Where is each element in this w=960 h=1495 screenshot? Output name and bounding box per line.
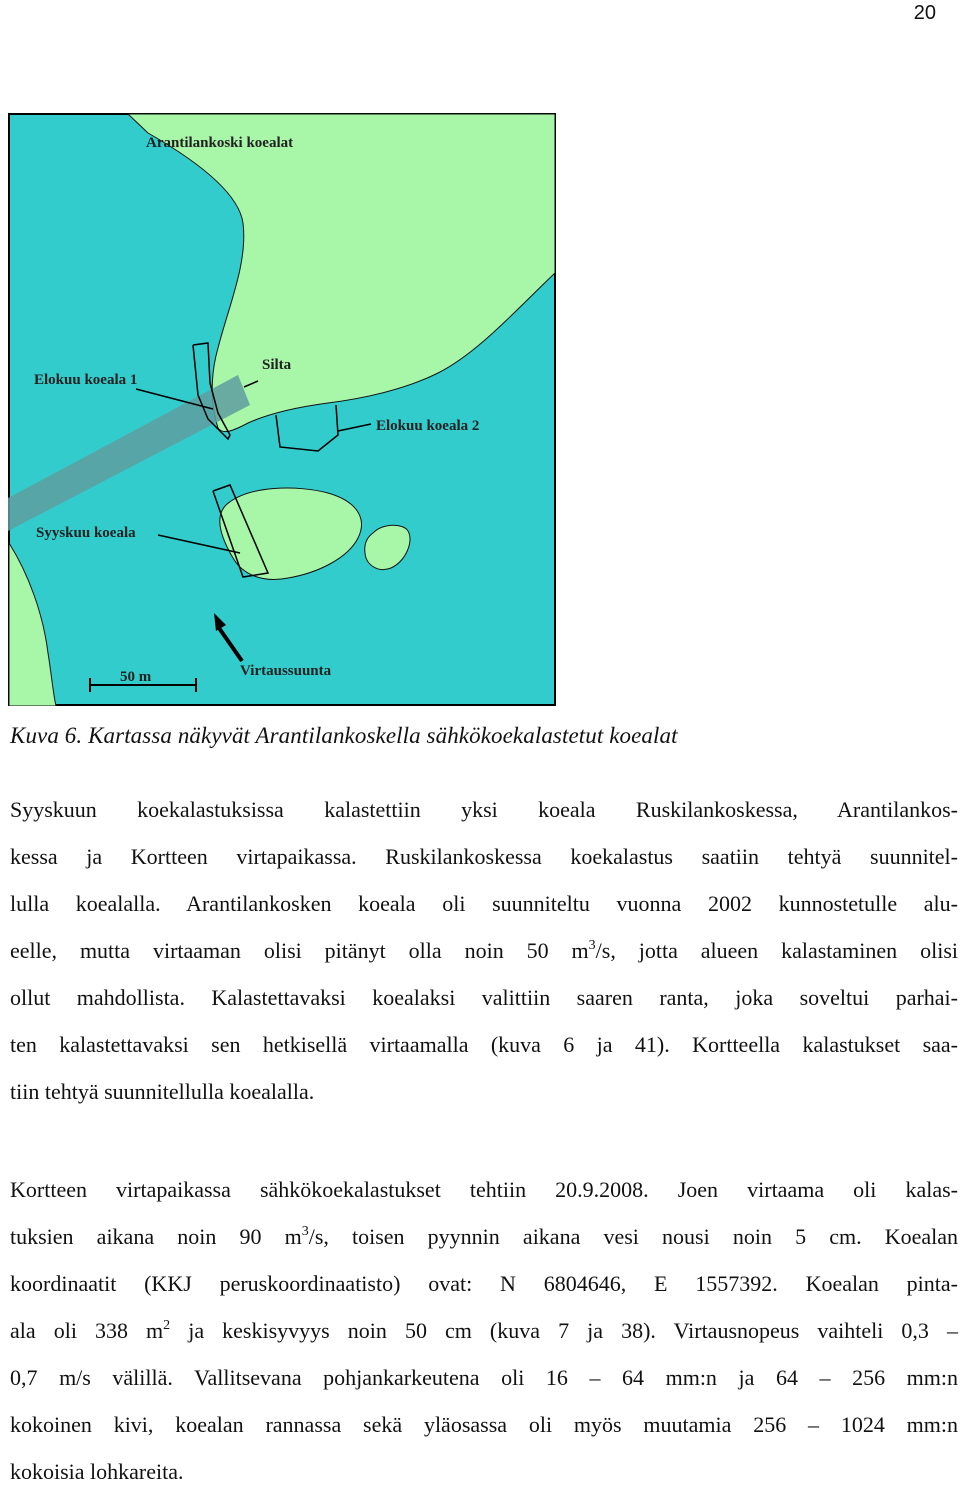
paragraph-line: kessa ja Kortteen virtapaikassa. Ruskilankoskessa koekalastus saatiin tehtyä suunnitel- [10,844,958,869]
paragraph-line: tuksien aikana noin 90 $m^3/s$, toisen pyynnin aikana vesi nousi noin 5 cm. Koealan [10,1223,958,1249]
label-scale: 50 m [120,669,152,685]
paragraph-line: ala oli 338 $m^2$ ja keskisyvyys noin 50 cm (kuva 7 ja 38). Virtausnopeus vaihteli 0,3 – [10,1317,958,1343]
paragraph-2 [10,1166,958,1495]
paragraph-line: tiin tehtyä suunnitellulla koealalla. [10,1079,315,1104]
label-elokuu-koeala-2: Elokuu koeala 2 [376,418,480,434]
page-number: 20 [913,2,936,24]
paragraph-line: ollut mahdollista. Kalastettavaksi koealaksi valittiin saaren ranta, joka soveltui parhai- [10,985,958,1010]
label-syyskuu-koeala: Syyskuu koeala [36,525,136,541]
paragraph-line: Syyskuun koekalastuksissa kalastettiin yksi koeala Ruskilankoskessa, Arantilankos- [10,797,958,822]
label-elokuu-koeala-1: Elokuu koeala 1 [34,372,138,388]
paragraph-line: lulla koealalla. Arantilankosken koeala oli suunniteltu vuonna 2002 kunnostetulle alu- [10,891,958,916]
paragraph-line: koordinaatit (KKJ peruskoordinaatisto) ovat: N 6804646, E 1557392. Koealan pinta- [10,1271,958,1296]
label-virtaussuunta: Virtaussuunta [240,663,332,679]
label-silta: Silta [262,357,292,373]
map-title: Arantilankoski koealat [146,135,294,151]
paragraph-1 [10,786,958,1115]
paragraph-line: Kortteen virtapaikassa sähkökoekalastukset tehtiin 20.9.2008. Joen virtaama oli kalas- [10,1177,958,1202]
paragraph-line: ten kalastettavaksi sen hetkisellä virtaamalla (kuva 6 ja 41). Kortteella kalastukset saa- [10,1032,958,1057]
figure-caption: Kuva 6. Kartassa näkyvät Arantilankoskella sähkökoekalastetut koealat [10,723,678,748]
paragraph-line: kokoinen kivi, koealan rannassa sekä yläosassa oli myös muutamia 256 – 1024 mm:n [10,1412,958,1437]
paragraph-line: 0,7 m/s välillä. Vallitsevana pohjankarkeutena oli 16 – 64 mm:n ja 64 – 256 mm:n [10,1365,958,1390]
site-map [8,113,556,706]
paragraph-line: eelle, mutta virtaaman olisi pitänyt olla noin 50 $m^3/s$, jotta alueen kalastaminen olisi [10,937,958,963]
paragraph-line: kokoisia lohkareita. [10,1459,184,1484]
